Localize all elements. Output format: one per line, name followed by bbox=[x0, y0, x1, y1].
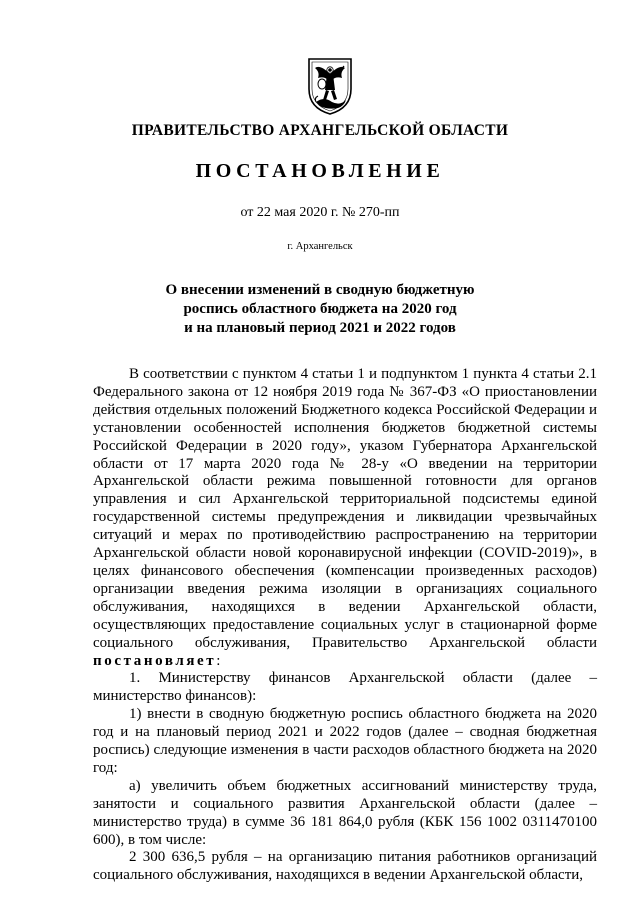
preamble-paragraph bbox=[93, 366, 597, 670]
resolves-word: постановляет bbox=[93, 652, 217, 669]
document-type: ПОСТАНОВЛЕНИЕ bbox=[195, 160, 445, 182]
city-name: г. Архангельск bbox=[287, 241, 353, 252]
preamble-end: : bbox=[216, 652, 221, 669]
resolution-body bbox=[93, 366, 597, 885]
title-line: О внесении изменений в сводную бюджетную bbox=[165, 282, 475, 298]
arkhangelsk-coat-of-arms-icon bbox=[306, 56, 354, 116]
title-line: роспись областного бюджета на 2020 год bbox=[183, 301, 457, 317]
preamble-text: В соответствии с пунктом 4 статьи 1 и подпунктом 1 пункта 4 статьи 2.1 Федерального закона от 12 ноября 2019 года № 367-ФЗ «О приостановлении действия отдельных положений Бюджетного кодекса Российской Федерации и установлении особенностей исполнения бюджетов бюджетной системы Российской Федерации в 2020 году», указом Губернатора Архангельской области от 17 марта 2020 года № 28-у «О введении на территории Архангельской области режима повышенной готовности для органов управления и сил Архангельской территориальной подсистемы единой государственной системы предупреждения и ликвидации чрезвычайных ситуаций и мерах по противодействию распространению на территории Архангельской области новой коронавирусной инфекции (COVID-2019)», в целях финансового обеспечения (компенсации произведенных расходов) организации введения режима изоляции в организациях социального обслуживания, находящихся в ведении Архангельской области, осуществляющих предоставление социальных услуг в стационарной форме социального обслуживания, Правительство Архангельской области bbox=[93, 366, 597, 651]
resolution-title bbox=[0, 281, 640, 338]
title-line: и на плановый период 2021 и 2022 годов bbox=[184, 320, 456, 336]
date-and-number: от 22 мая 2020 г. № 270-пп bbox=[240, 205, 400, 220]
subclause-1-paragraph: 1) внести в сводную бюджетную роспись областного бюджета на 2020 год и на плановый период 2021 и 2022 годов (далее – сводная бюджетная роспись) следующие изменения в части расходов областного бюджета на 2020 год: bbox=[93, 706, 597, 776]
clause-1-paragraph: 1. Министерству финансов Архангельской области (далее – министерство финансов): bbox=[93, 670, 597, 705]
subclause-a-paragraph: а) увеличить объем бюджетных ассигнований министерству труда, занятости и социального развития Архангельской области (далее – министерство труда) в сумме 36 181 864,0 рубля (КБК 156 1002 0311470100 600), в том числе: bbox=[93, 777, 597, 848]
government-name: ПРАВИТЕЛЬСТВО АРХАНГЕЛЬСКОЙ ОБЛАСТИ bbox=[131, 122, 509, 139]
amount-paragraph: 2 300 636,5 рубля – на организацию питания работников организаций социального обслуживания, находящихся в ведении Архангельской области, bbox=[93, 849, 597, 884]
